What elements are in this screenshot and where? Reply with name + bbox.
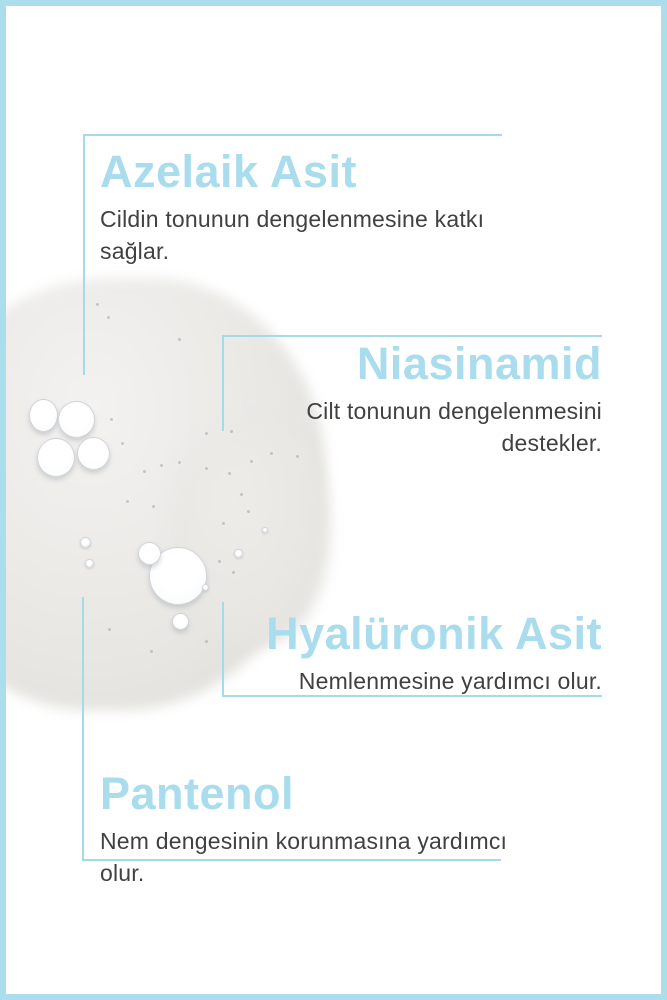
ingredient-description: Nem dengesinin korunmasına yardımcı olur.	[100, 828, 508, 887]
bubble	[138, 542, 161, 565]
bubble	[77, 437, 110, 470]
droplet	[262, 527, 268, 533]
ingredient-title: Niasinamid	[356, 338, 602, 389]
ingredient-description: Cildin tonunun dengelenmesine katkı sağlar.	[100, 206, 485, 265]
bracket-niasinamid-left	[222, 335, 224, 431]
ingredient-description: Nemlenmesine yardımcı olur.	[298, 668, 602, 694]
bubble	[37, 438, 75, 477]
bracket-azelaik-left	[83, 134, 85, 375]
ingredient-title: Hyalüronik Asit	[266, 608, 602, 659]
ingredient-section-hyaluronik-asit	[212, 608, 602, 697]
bubble	[172, 613, 189, 630]
droplet	[234, 549, 243, 558]
bubble	[58, 401, 95, 438]
ingredient-description: Cilt tonunun dengelenmesini destekler.	[306, 398, 602, 457]
ingredient-section-pantenol	[100, 768, 555, 889]
droplet	[80, 537, 91, 548]
ingredient-title: Azelaik Asit	[100, 146, 357, 197]
droplet	[85, 559, 94, 568]
ingredient-section-niasinamid	[257, 338, 602, 459]
bracket-azelaik-top	[83, 134, 502, 136]
ingredient-title: Pantenol	[100, 768, 295, 819]
bracket-pantenol-left	[82, 597, 84, 861]
bracket-niasinamid-top	[222, 335, 602, 337]
droplet	[202, 584, 209, 591]
bubble	[29, 399, 58, 432]
ingredient-section-azelaik-asit	[100, 146, 502, 267]
